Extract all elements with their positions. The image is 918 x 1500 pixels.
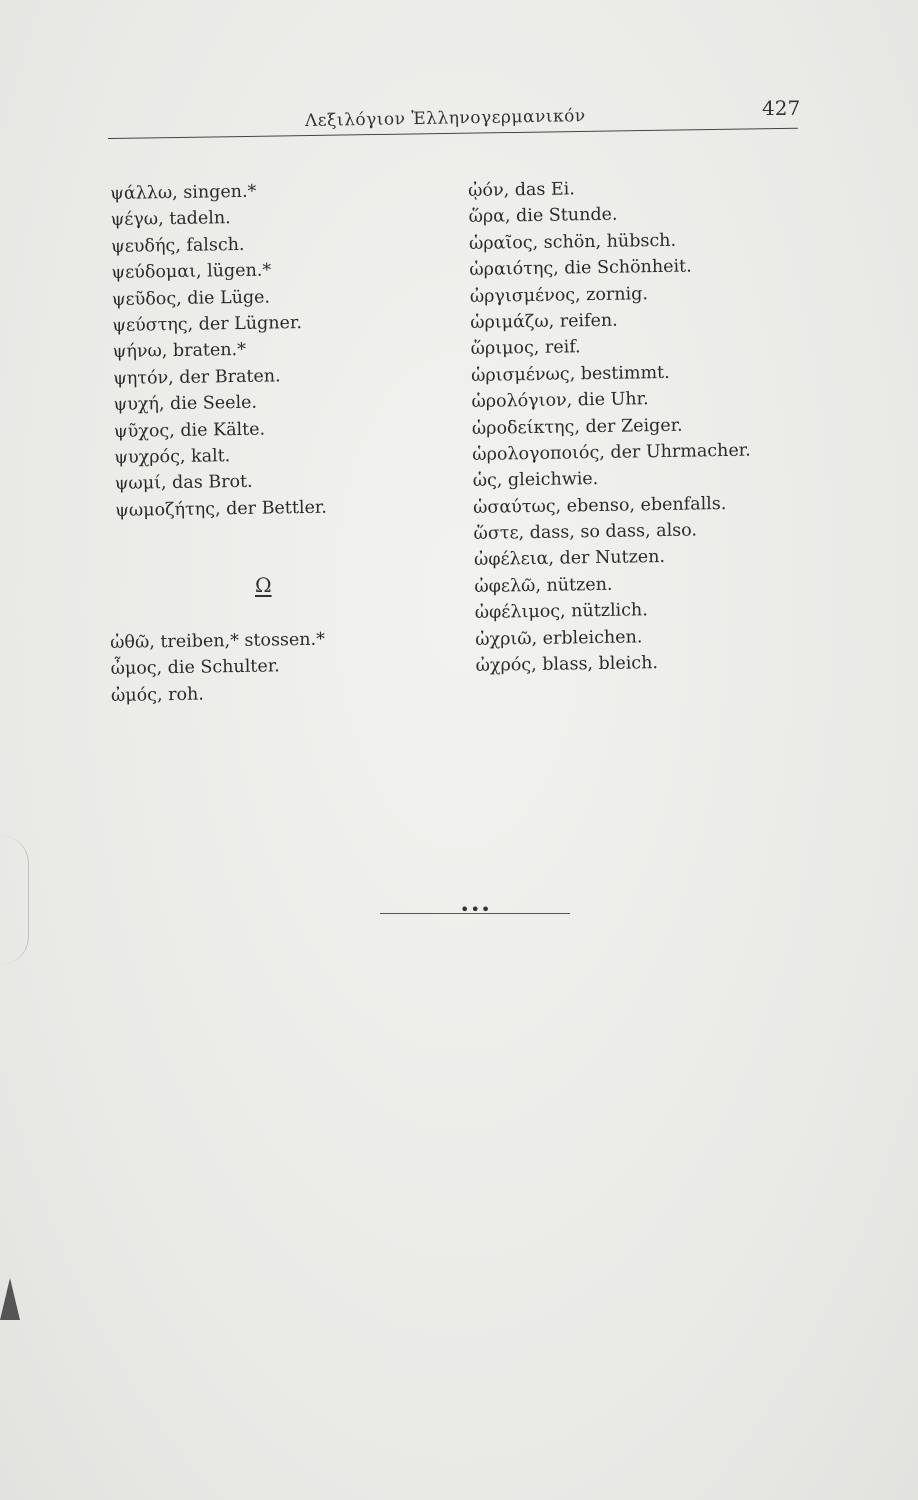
dictionary-entry: ψήνω, braten.* <box>112 340 247 363</box>
dictionary-entry: ὡριμάζω, reifen. <box>470 310 618 333</box>
dictionary-entry: ψῦχος, die Kälte. <box>113 419 266 442</box>
section-letter-omega: Ω <box>255 573 272 597</box>
running-title: Λεξιλόγιον Ἑλληνογερμανικόν <box>304 106 586 131</box>
dictionary-entry: ψέγω, tadeln. <box>110 208 231 231</box>
dictionary-entry: ψεῦδος, die Lüge. <box>111 287 271 310</box>
dictionary-entry: ψεύδομαι, lügen.* <box>111 260 272 284</box>
dictionary-entry: ὡρολόγιον, die Uhr. <box>471 389 649 413</box>
dictionary-entry: ὥριμος, reif. <box>470 337 581 360</box>
dictionary-entry: ὡραιότης, die Schönheit. <box>469 256 692 281</box>
dictionary-entry: ὠχρός, blass, bleich. <box>475 653 659 676</box>
dictionary-entry: ὠφελῶ, nützen. <box>474 574 613 597</box>
dictionary-entry: ψάλλω, singen.* <box>110 181 257 204</box>
dictionary-entry: ὡραῖος, schön, hübsch. <box>468 230 677 254</box>
edge-mark <box>0 1278 20 1320</box>
header-rule <box>108 128 798 139</box>
left-column-omega <box>110 627 326 710</box>
dictionary-entry: ὥρα, die Stunde. <box>468 205 618 228</box>
page-number: 427 <box>762 96 801 120</box>
dictionary-entry: ὡσαύτως, ebenso, ebenfalls. <box>473 493 727 518</box>
dictionary-entry: ψευδής, falsch. <box>110 234 245 257</box>
dictionary-entry: ψωμί, das Brot. <box>114 472 253 495</box>
dictionary-entry: ψυχρός, kalt. <box>114 446 231 468</box>
dictionary-entry: ὡρισμένως, bestimmt. <box>470 362 670 386</box>
dictionary-entry: ψωμοζήτης, der Bettler. <box>115 497 328 521</box>
left-column-psi <box>110 178 327 524</box>
right-column-omega <box>468 174 754 680</box>
dictionary-entry: ὠμός, roh. <box>110 684 205 706</box>
dictionary-entry: ψεύστης, der Lügner. <box>112 312 303 336</box>
dictionary-entry: ψυχή, die Seele. <box>113 392 258 416</box>
dictionary-entry: ὦμος, die Schulter. <box>110 656 280 680</box>
dictionary-entry: ὡρολογοποιός, der Uhrmacher. <box>472 440 751 465</box>
dictionary-entry: ὠφέλιμος, nützlich. <box>474 600 648 624</box>
dictionary-entry: ὠχριῶ, erbleichen. <box>475 626 643 650</box>
dictionary-entry: ψητόν, der Braten. <box>112 366 281 389</box>
dictionary-entry: ὠθῶ, treiben,* stossen.* <box>110 629 326 653</box>
dictionary-entry: ὡς, gleichwie. <box>472 469 599 492</box>
dictionary-entry: ᾠόν, das Ei. <box>468 179 576 201</box>
dictionary-entry: ὥστε, dass, so dass, also. <box>473 520 698 545</box>
dictionary-entry: ὡροδείκτης, der Zeiger. <box>471 415 683 439</box>
dictionary-entry: ὠργισμένος, zornig. <box>469 283 649 307</box>
end-ornament: ••• <box>460 900 492 919</box>
dictionary-entry: ὠφέλεια, der Nutzen. <box>473 547 666 571</box>
page-crease <box>0 835 29 965</box>
